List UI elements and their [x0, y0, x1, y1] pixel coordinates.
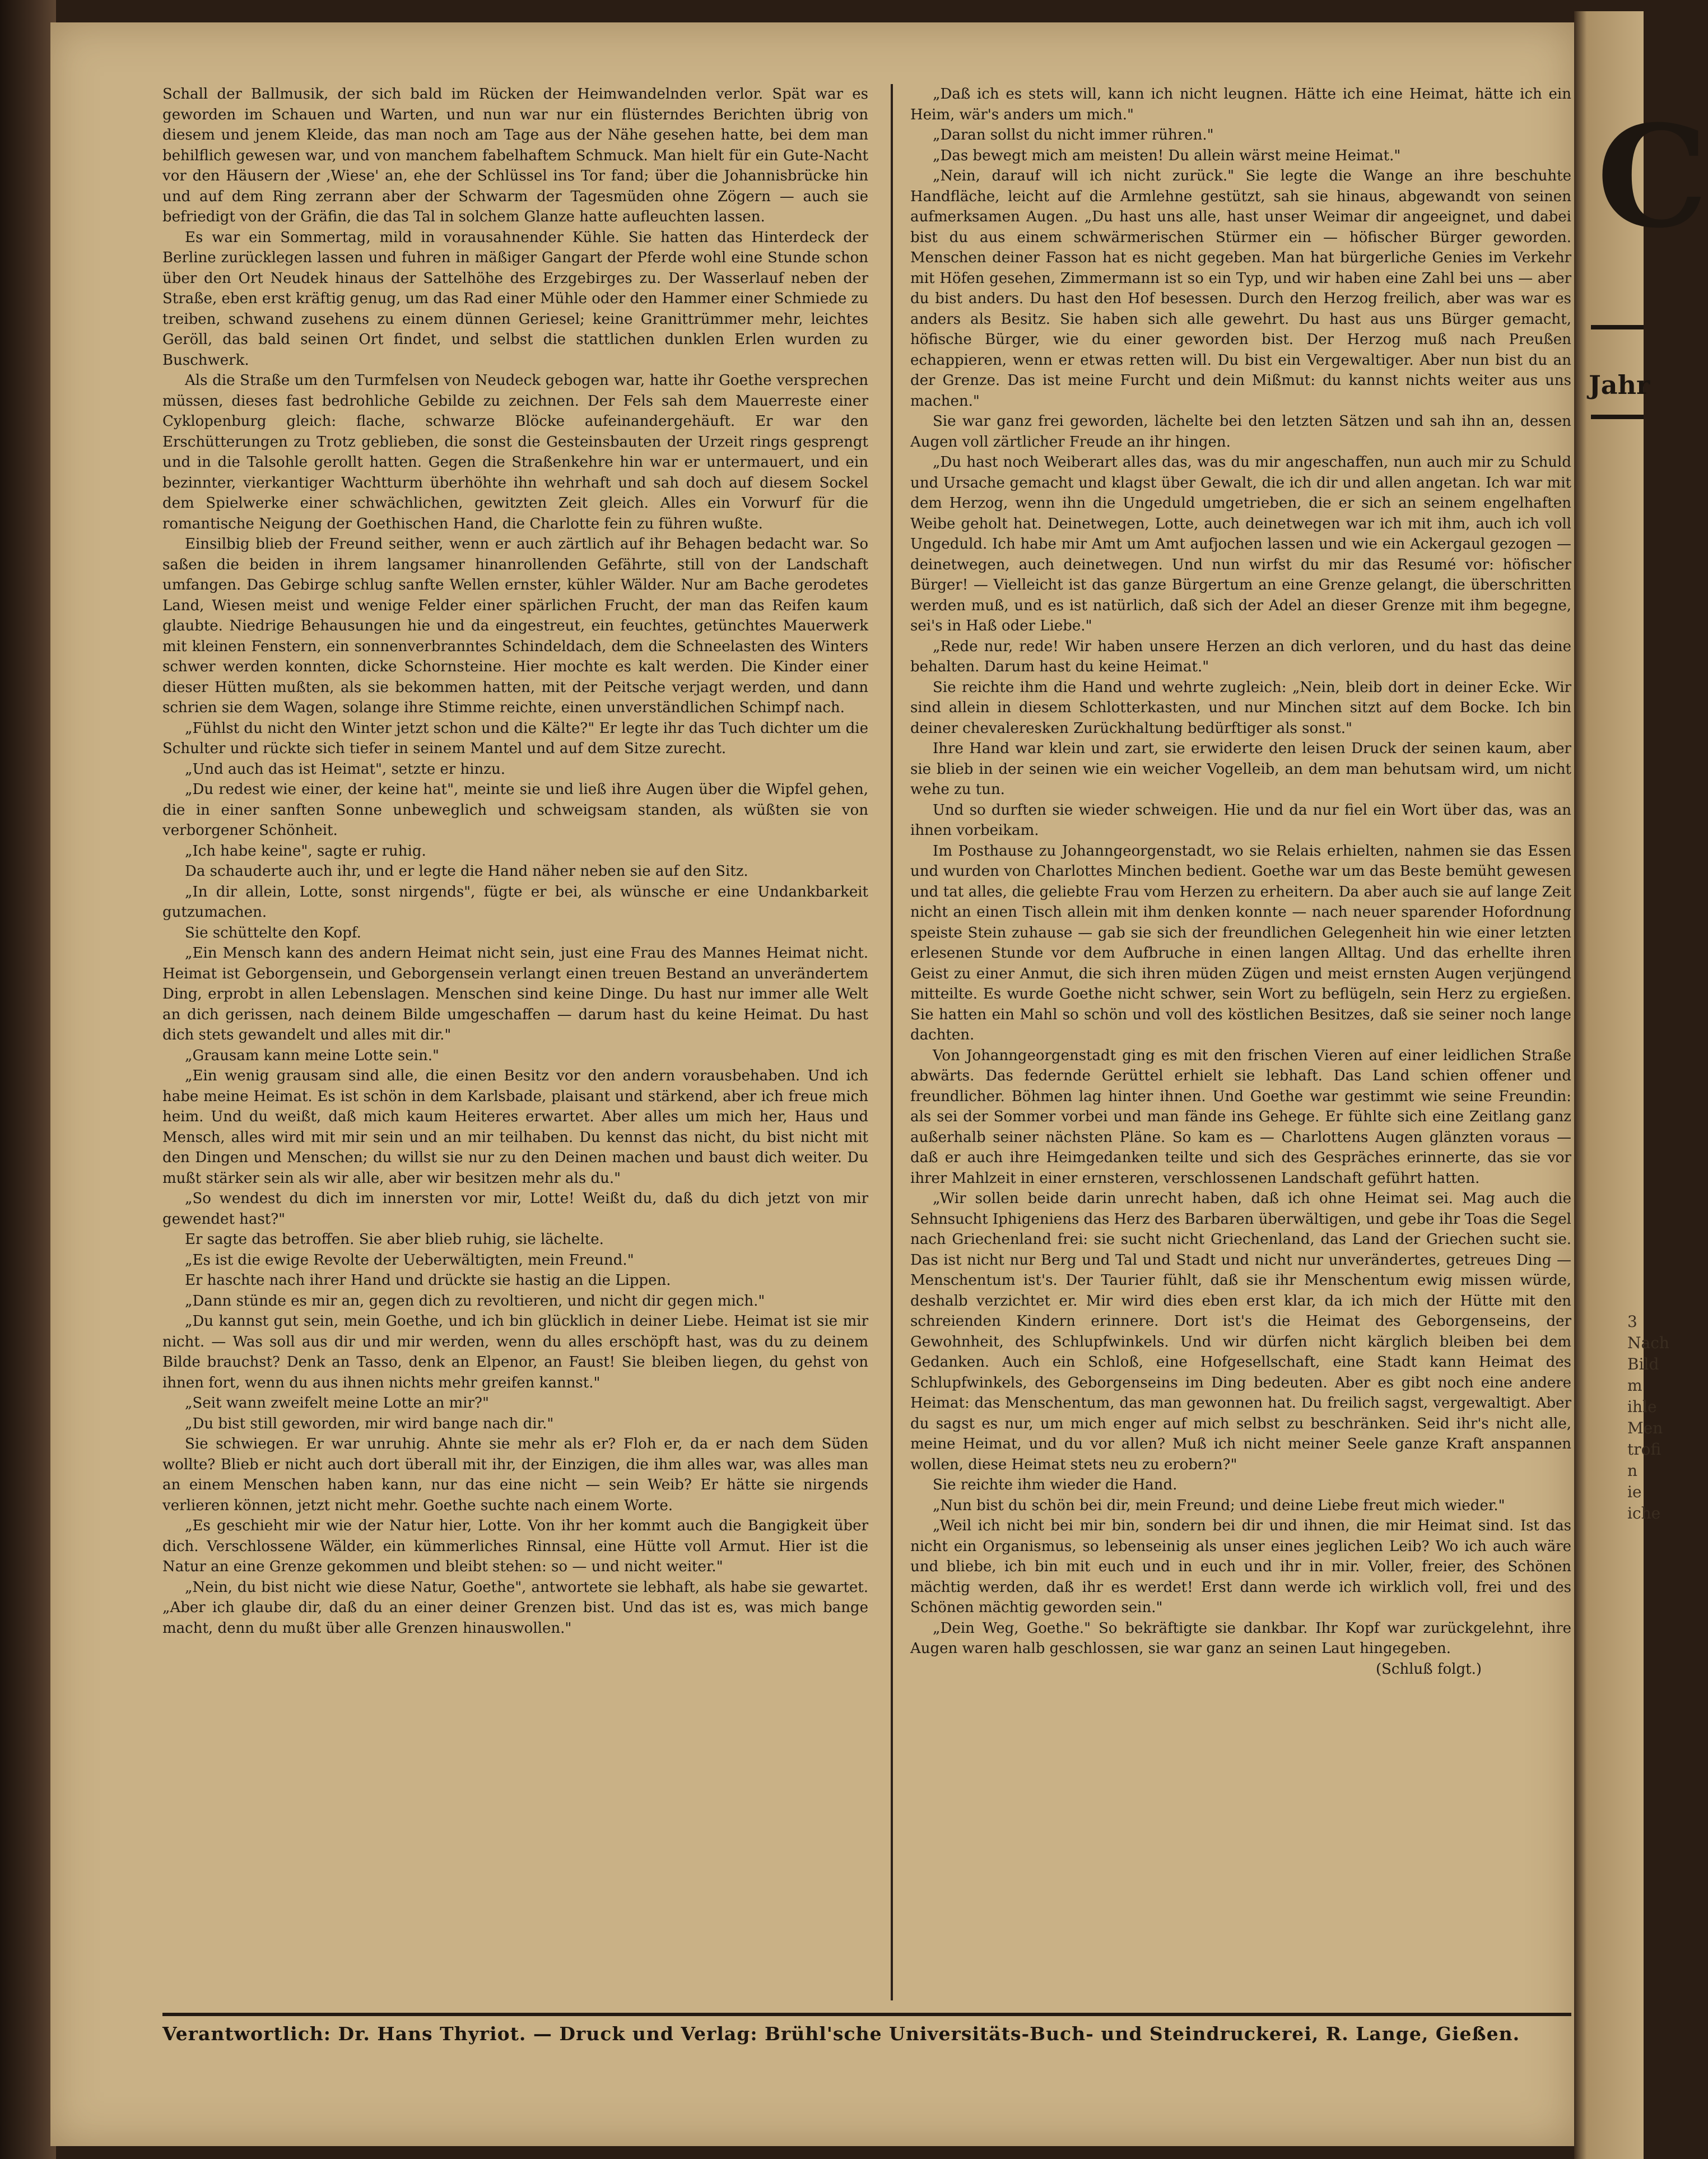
paragraph: „Daß ich es stets will, kann ich nicht leugnen. Hätte ich eine Heimat, hätte ich ein Heim, wär's anders um mich."	[910, 86, 1571, 123]
paragraph: Im Posthause zu Johanngeorgenstadt, wo sie Relais erhielten, nahmen sie das Essen und wurden von Charlottes Minchen bedient. Goethe war um das Beste bemüht gewesen und tat alles, die geliebte Frau vom Herzen zu erheitern. Da aber auch sie auf lange Zeit nicht an einen Tisch allein mit ihm denken konnte — nach neuer sparender Hofordnung speiste Stein zuhause — gab sie sich der freundlichen Gelegenheit hin wie einer letzten erlesenen Stunde vor dem Aufbruche in einen langen Alltag. Und das erhellte ihren Geist zu einer Anmut, die sich ihren müden Zügen und meist ernsten Augen verjüngend mitteilte. Es wurde Goethe nicht schwer, sein Wort zu beflügeln, sein Herz zu ergießen. Sie hatten ein Mahl so schön und voll des köstlichen Besitzes, daß sie seiner noch lange dachten.	[910, 842, 1571, 1043]
paragraph: „Du bist still geworden, mir wird bange nach dir."	[185, 1415, 554, 1432]
paragraph: „Ich habe keine", sagte er ruhig.	[185, 842, 426, 860]
paragraph: „Und auch das ist Heimat", setzte er hinzu.	[185, 760, 506, 778]
paragraph: Von Johanngeorgenstadt ging es mit den frischen Vieren auf einer leidlichen Straße abwärts. Das federnde Gerüttel erhielt sie lebhaft. Das Land schien offener und freundlicher. Böhmen lag hinter ihnen. Und Goethe war gestimmt wie seine Freundin: als sei der Sommer vorbei und man fände ins Gehege. Er fühlte sich eine Zeitlang ganz außerhalb seiner nächsten Pläne. So kam es — Charlottens Augen glänzten voraus — daß er auch ihre Heimgedanken teilte und sich des Gespräches erinnerte, das sie vor ihrer Mahlzeit in einer ernsteren, verschlossenen Landschaft geführt hatten.	[910, 1047, 1571, 1187]
paragraph: „Du redest wie einer, der keine hat", meinte sie und ließ ihre Augen über die Wipfel gehen, die in einer sanften Sonne unbeweglich und schweigsam standen, als wüßten sie von verborgener Schönheit.	[162, 781, 868, 839]
paragraph: „Grausam kann meine Lotte sein."	[185, 1047, 439, 1064]
paragraph: Schall der Ballmusik, der sich bald im Rücken der Heimwandelnden verlor. Spät war es geworden im Schauen und Warten, und nun war nur ein flüsterndes Berichten übrig von diesem und jenem Kleide, das man noch am Tage aus der Nähe gesehen hatte, bei dem man behilflich gewesen war, und von manchem fabelhaftem Schmuck. Man hielt für ein Gute-Nacht vor den Häusern der ‚Wiese' an, ehe der Schlüssel ins Tor fand; über die Johannisbrücke hin und auf dem Ring zerrann aber der Schwarm der Tagesmüden ohne Zögern — auch sie befriedigt von der Gräfin, die das Tal in solchem Glanze hatte aufleuchten lassen.	[162, 86, 868, 225]
column-fragment: Nach	[1627, 1334, 1669, 1352]
paragraph: Sie schüttelte den Kopf.	[185, 924, 361, 941]
column-fragment: n	[1627, 1461, 1638, 1480]
paragraph: „Nun bist du schön bei dir, mein Freund; und deine Liebe freut mich wieder."	[933, 1497, 1505, 1514]
paragraph: „In dir allein, Lotte, sonst nirgends", fügte er bei, als wünsche er eine Undankbarkeit gutzumachen.	[162, 883, 868, 921]
paragraph: Ihre Hand war klein und zart, sie erwiderte den leisen Druck der seinen kaum, aber sie blieb in der seinen wie ein weicher Vogelleib, an dem man behutsam wird, um nicht wehe zu tun.	[910, 740, 1571, 798]
paragraph: Er sagte das betroffen. Sie aber blieb ruhig, sie lächelte.	[185, 1231, 604, 1248]
paragraph: „Es ist die ewige Revolte der Ueberwältigten, mein Freund."	[185, 1251, 634, 1269]
paragraph: Da schauderte auch ihr, und er legte die Hand näher neben sie auf den Sitz.	[185, 863, 748, 880]
paragraph: „Nein, du bist nicht wie diese Natur, Goethe", antwortete sie lebhaft, als habe sie gewartet. „Aber ich glaube dir, daß du an einer deiner Grenzen bist. Und das ist es, was mich bange macht, denn du mußt über alle Grenzen hinauswollen."	[162, 1578, 868, 1637]
column-fragment: Men	[1627, 1419, 1663, 1437]
column-fragment: trofi	[1627, 1440, 1662, 1459]
book-binding	[0, 0, 56, 2159]
paragraph: Sie schwiegen. Er war unruhig. Ahnte sie mehr als er? Floh er, da er nach dem Süden wollte? Blieb er nicht auch dort überall mit ihr, der Einzigen, die ihm alles war, was alles man an einem Menschen haben kann, nur das eine nicht — sein Weib? Er hätte sie nirgends verlieren können, jetzt nicht mehr. Goethe suchte nach einem Worte.	[162, 1436, 868, 1514]
footer-rule	[162, 2013, 1571, 2016]
paragraph: Einsilbig blieb der Freund seither, wenn er auch zärtlich auf ihr Behagen bedacht war. So saßen die beiden in ihrem langsamer hinanrollenden Gefährte, still von der Landschaft umfangen. Das Gebirge schlug sanfte Wellen ernster, kühler Wälder. Nur am Bache gerodetes Land, Wiesen meist und wenige Felder einer spärlichen Frucht, der man das Reifen kaum glaubte. Niedrige Behausungen hie und da eingestreut, ein feuchtes, getünchtes Mauerwerk mit kleinen Fenstern, ein sonnenverbranntes Schindeldach, dem die Schneelasten des Winters schwer werden konnten, dicke Schornsteine. Hier mochte es kalt werden. Die Kinder einer dieser Hütten mußten, als sie bekommen hatten, mit der Peitsche verjagt werden, und dann schrien sie dem Wagen, solange ihre Stimme reichte, einen unverständlichen Schimpf nach.	[162, 536, 868, 716]
paragraph: Er haschte nach ihrer Hand und drückte sie hastig an die Lippen.	[185, 1272, 671, 1289]
paragraph: Sie war ganz frei geworden, lächelte bei den letzten Sätzen und sah ihn an, dessen Augen voll zärtlicher Freude an ihr hingen.	[910, 413, 1571, 451]
column-fragment: m	[1627, 1376, 1642, 1395]
paragraph: „Nein, darauf will ich nicht zurück." Sie legte die Wange an ihre beschuhte Handfläche, leicht auf die Armlehne gestützt, sah sie hinaus, abgewandt von seinen aufmerksamen Augen. „Du hast uns alle, hast unser Weimar dir angeeignet, und dabei bist du aus einem schwärmerischen Stürmer ein — höfischer Bürger geworden. Menschen deiner Fasson hat es nicht gegeben. Man hat bürgerliche Genies im Verkehr mit Höfen gesehen, Zimmermann ist so ein Typ, und wir haben eine Zahl bei uns — aber du bist anders. Du hast den Hof besessen. Durch den Herzog freilich, aber was war es anders als Besitz. Sie haben sich alle gewehrt. Du hast aus uns Bürger gemacht, höfische Bürger, wie du einer geworden bist. Der Herzog muß nach Preußen echappieren, wenn er etwas retten will. Du bist ein Vergewaltiger. Aber nun bist du an der Grenze. Das ist meine Furcht und dein Mißmut: du kannst nichts weiter aus uns machen."	[910, 168, 1571, 410]
paragraph: Sie reichte ihm die Hand und wehrte zugleich: „Nein, bleib dort in deiner Ecke. Wir sind allein in diesem Schlotterkasten, und nur Minchen sitzt auf dem Bocke. Ich bin deiner chevaleresken Zurückhaltung bedürftiger als sonst."	[910, 679, 1571, 737]
masthead-fragment: C	[1597, 94, 1708, 259]
paragraph: „Du hast noch Weiberart alles das, was du mir angeschaffen, nun auch mir zu Schuld und Ursache gemacht und klagst über Gewalt, die ich dir und allen angetan. Ich war mit dem Herzog, wenn ihn die Ungeduld umgetrieben, die er sich an seinem engelhaften Weibe geholt hat. Deinetwegen, Lotte, auch deinetwegen war ich mit ihm, auch ich voll Ungeduld. Ich habe mir Amt um Amt aufjochen lassen und wie ein Ackergaul gezogen — deinetwegen, auch deinetwegen. Und nun wirfst du mir das Resumé vor: höfischer Bürger! — Vielleicht ist das ganze Bürgertum an eine Grenze gelangt, die überschritten werden muß, und es ist natürlich, daß sich der Adel an dieser Grenze mit ihm begegne, sei's in Haß oder Liebe."	[910, 454, 1571, 634]
paragraph: „Rede nur, rede! Wir haben unsere Herzen an dich verloren, und du hast das deine behalten. Darum hast du keine Heimat."	[910, 638, 1571, 675]
paragraph: „Weil ich nicht bei mir bin, sondern bei dir und ihnen, die mir Heimat sind. Ist das nicht ein Organismus, so lebenseinig als unser eines jeglichen Leib? Wo ich auch wäre und bliebe, ich bin mit euch und in euch und ihr in mir. Voller, freier, des Schönen mächtig werden, daß ihr es werdet! Erst dann werde ich wirklich voll, frei und des Schönen mächtig geworden sein."	[910, 1517, 1571, 1616]
column-fragment: ie	[1627, 1483, 1642, 1501]
masthead-rule	[1591, 325, 1644, 329]
right-text-column	[910, 84, 1571, 2000]
paragraph: „Dein Weg, Goethe." So bekräftigte sie dankbar. Ihr Kopf war zurückgelehnt, ihre Augen waren halb geschlossen, sie war ganz an seinen Laut hingegeben.	[910, 1619, 1571, 1657]
paragraph: „Seit wann zweifelt meine Lotte an mir?"	[185, 1395, 489, 1412]
imprint-footer: Verantwortlich: Dr. Hans Thyriot. — Druck und Verlag: Brühl'sche Universitäts-Buch- und Steindruckerei, R. Lange, Gießen.	[162, 2023, 1520, 2045]
paragraph: Als die Straße um den Turmfelsen von Neudeck gebogen war, hatte ihr Goethe versprechen müssen, dieses fast bedrohliche Gebilde zu zeichnen. Der Fels sah dem Mauerreste einer Cyklopenburg gleich: flache, schwarze Blöcke aufeinandergehäuft. Er war den Erschütterungen zu Trotz geblieben, die sonst die Gesteinsbauten der Urzeit rings gesprengt und in die Talsohle gerollt hatten. Gegen die Straßenkehre hin war er untermauert, und ein bezinnter, vierkantiger Wachtturm überhöhte ihn wehrhaft und sah doch auf diesem Sockel dem Spielwerke einer schwächlichen, gewitzten Zeit gleich. Alles ein Vorwurf für die romantische Neigung der Goethischen Hand, die Charlotte fein zu führen wußte.	[162, 372, 868, 532]
to-be-continued-note: (Schluß folgt.)	[1375, 1660, 1482, 1678]
paragraph: „Wir sollen beide darin unrecht haben, daß ich ohne Heimat sei. Mag auch die Sehnsucht Iphigeniens das Herz des Barbaren überwältigen, und gebe ihr Toas die Segel nach Griechenland frei: sie sucht nicht Griechenland, das Land der Griechen sucht sie. Das ist nicht nur Berg und Tal und Stadt und nicht nur unverändertes, getreues Ding — Menschentum ist's. Der Taurier fühlt, daß sie ihr Menschentum ewig missen würde, deshalb verzichtet er. Mir wird dies eben erst klar, da ich mich der Hütte mit den schreienden Kindern erinnere. Dort ist's die Heimat des Geborgenseins, der Gewohnheit, des Schlupfwinkels. Und wir dürfen nicht kärglich bleiben bei dem Gedanken. Auch ein Schloß, eine Hofgesellschaft, eine Stadt kann Heimat des Schlupfwinkels, des Geborgenseins im Ding bedeuten. Aber es gibt noch eine andere Heimat: das Menschentum, das man gewonnen hat. Du freilich sagst, vergewaltigt. Aber du sagst es nur, um mich enger auf mich selbst zu beschränken. Seid ihr's nicht alle, meine Heimat, und du vor allen? Muß ich nicht meiner Seele ganze Kraft anspannen wollen, diese Heimat stets neu zu erobern?"	[910, 1190, 1571, 1473]
column-fragment: iche	[1627, 1504, 1661, 1522]
paragraph: Und so durften sie wieder schweigen. Hie und da nur fiel ein Wort über das, was an ihnen vorbeikam.	[910, 801, 1571, 839]
headline-rule	[1591, 415, 1644, 419]
paragraph: Sie reichte ihm wieder die Hand.	[933, 1477, 1178, 1493]
adjacent-column-fragments	[1627, 1311, 1669, 1524]
paragraph: „Dann stünde es mir an, gegen dich zu revoltieren, und nicht dir gegen mich."	[185, 1292, 765, 1310]
column-divider	[891, 84, 893, 2000]
paragraph: „Es geschieht mir wie der Natur hier, Lotte. Von ihr her kommt auch die Bangigkeit über dich. Verschlossene Wälder, ein kümmerliches Rinnsal, eine Hütte voll Armut. Hier ist die Natur an eine Grenze gekommen und bleibt stehen: so — und nicht weiter."	[162, 1517, 868, 1575]
column-fragment: 3	[1627, 1312, 1637, 1331]
paragraph: Es war ein Sommertag, mild in vorausahnender Kühle. Sie hatten das Hinterdeck der Berline zurücklegen lassen und fuhren in mäßiger Gangart der Pferde wohl eine Stunde schon über den Ort Neudek hinaus der Sattelhöhe des Erzgebirges zu. Der Wasserlauf neben der Straße, eben erst kräftig genug, um das Rad einer Mühle oder den Hammer einer Schmiede zu treiben, schwand zusehens zu einem dünnen Geriesel; keine Granittrümmer mehr, leichtes Geröll, das bald seinen Ort findet, und selbst die stattlichen dunklen Erlen wurden zu Buschwerk.	[162, 229, 868, 369]
column-fragment: Bild	[1627, 1355, 1659, 1373]
paragraph: „Ein Mensch kann des andern Heimat nicht sein, just eine Frau des Mannes Heimat nicht. Heimat ist Geborgensein, und Geborgensein verlangt einen treuen Bestand an unverändertem Ding, erprobt in allen Lebenslagen. Menschen sind keine Dinge. Du hast nur immer alle Welt an dich gerissen, nach deinem Bilde umgeschaffen — darum hast du keine Heimat. Du hast dich stets gewandelt und alles mit dir."	[162, 945, 868, 1043]
adjacent-page-edge	[1574, 11, 1708, 2159]
column-fragment: ihle	[1627, 1397, 1657, 1416]
paragraph: „Fühlst du nicht den Winter jetzt schon und die Kälte?" Er legte ihr das Tuch dichter um die Schulter und rückte sich tiefer in seinem Mantel und auf dem Sitze zurecht.	[162, 719, 868, 757]
left-text-column	[162, 84, 868, 2000]
paragraph: „So wendest du dich im innersten vor mir, Lotte! Weißt du, daß du dich jetzt von mir gewendet hast?"	[162, 1190, 868, 1228]
paragraph: „Daran sollst du nicht immer rühren."	[933, 127, 1214, 143]
paragraph: „Ein wenig grausam sind alle, die einen Besitz vor den andern vorausbehaben. Und ich habe meine Heimat. Es ist schön in dem Karlsbade, plaisant und stärkend, aber ich freue mich heim. Und du weißt, daß mich kaum Heiteres erwartet. Aber alles um mich her, Haus und Mensch, alles wird mit mir sein und an mir teilhaben. Du kennst das nicht, du bist nicht mit den Dingen und Menschen; du willst sie nur zu den Deinen machen und baust dich weiter. Du mußt stärker sein als wir alle, aber wir besitzen mehr als du."	[162, 1067, 868, 1187]
paragraph: „Das bewegt mich am meisten! Du allein wärst meine Heimat."	[933, 147, 1401, 164]
paragraph: „Du kannst gut sein, mein Goethe, und ich bin glücklich in deiner Liebe. Heimat ist sie mir nicht. — Was soll aus dir und mir werden, wenn du alles erschöpft hast, was du zu deinem Bilde brauchst? Denk an Tasso, denk an Elpenor, an Faust! Sie bleiben liegen, du gehst von ihnen fort, wenn du aus ihnen nichts mehr greifen kannst."	[162, 1313, 868, 1391]
headline-fragment: Jahr	[1589, 370, 1650, 400]
